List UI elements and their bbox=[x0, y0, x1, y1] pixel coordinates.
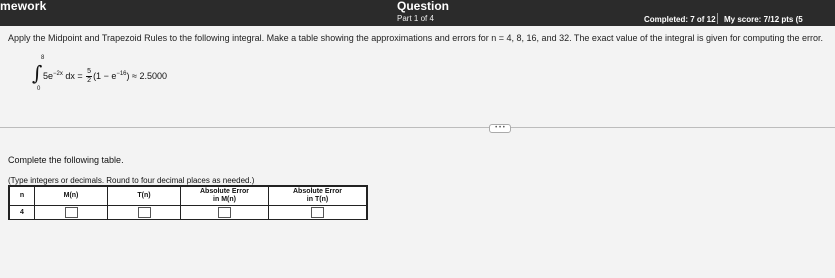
answer-input-abs-err-t[interactable] bbox=[311, 207, 324, 218]
type-hint: (Type integers or decimals. Round to four decimal places as needed.) bbox=[8, 176, 255, 185]
answer-input-t[interactable] bbox=[138, 207, 151, 218]
answer-table bbox=[8, 185, 368, 220]
lower-limit: 0 bbox=[37, 86, 41, 92]
cell-abs-err-m bbox=[181, 206, 269, 220]
paren-right: ) bbox=[126, 70, 130, 81]
answer-input-abs-err-m[interactable] bbox=[218, 207, 231, 218]
fraction bbox=[86, 68, 92, 85]
integral-sign-icon: ∫ bbox=[32, 61, 43, 85]
question-title: Question bbox=[397, 0, 450, 13]
approx-value: ≈ 2.5000 bbox=[132, 70, 167, 81]
header-divider bbox=[717, 13, 718, 24]
paren-left: (1 − e bbox=[93, 70, 117, 81]
cell-t bbox=[108, 206, 181, 220]
completed-status: Completed: 7 of 12 bbox=[644, 15, 716, 24]
fraction-denominator: 2 bbox=[87, 77, 92, 84]
expand-more-button[interactable]: • • • bbox=[489, 124, 511, 133]
question-part: Part 1 of 4 bbox=[397, 14, 434, 23]
problem-instructions: Apply the Midpoint and Trapezoid Rules to the following integral. Make a table showing the approximations and errors for n = 4, 8, 16, and 32. The exact value of the integral is given for computing the error. bbox=[8, 33, 824, 43]
top-bar bbox=[0, 0, 835, 26]
answer-input-m[interactable] bbox=[65, 207, 78, 218]
integrand-coef: 5e bbox=[43, 70, 54, 81]
table-row bbox=[10, 206, 367, 220]
cell-m bbox=[35, 206, 108, 220]
score-link[interactable]: My score: 7/12 pts (5 bbox=[724, 15, 803, 24]
header-abs-err-m: Absolute Error in M(n) bbox=[181, 187, 269, 206]
header-t: T(n) bbox=[108, 187, 181, 206]
cell-abs-err-t bbox=[269, 206, 367, 220]
header-n: n bbox=[10, 187, 35, 206]
complete-label: Complete the following table. bbox=[8, 155, 124, 165]
integral-expression bbox=[43, 68, 167, 85]
course-title: mework bbox=[0, 0, 47, 13]
header-m: M(n) bbox=[35, 187, 108, 206]
section-divider bbox=[0, 127, 835, 128]
header-abs-err-t: Absolute Error in T(n) bbox=[269, 187, 367, 206]
integral-formula bbox=[32, 55, 232, 95]
integrand-exponent: −2x bbox=[53, 70, 63, 77]
paren-exponent: −16 bbox=[116, 70, 127, 77]
table-header-row bbox=[10, 187, 367, 206]
fraction-numerator: 5 bbox=[87, 68, 92, 75]
cell-n: 4 bbox=[10, 206, 35, 220]
upper-limit: 8 bbox=[41, 55, 45, 61]
dx-equals: dx = bbox=[65, 70, 83, 81]
